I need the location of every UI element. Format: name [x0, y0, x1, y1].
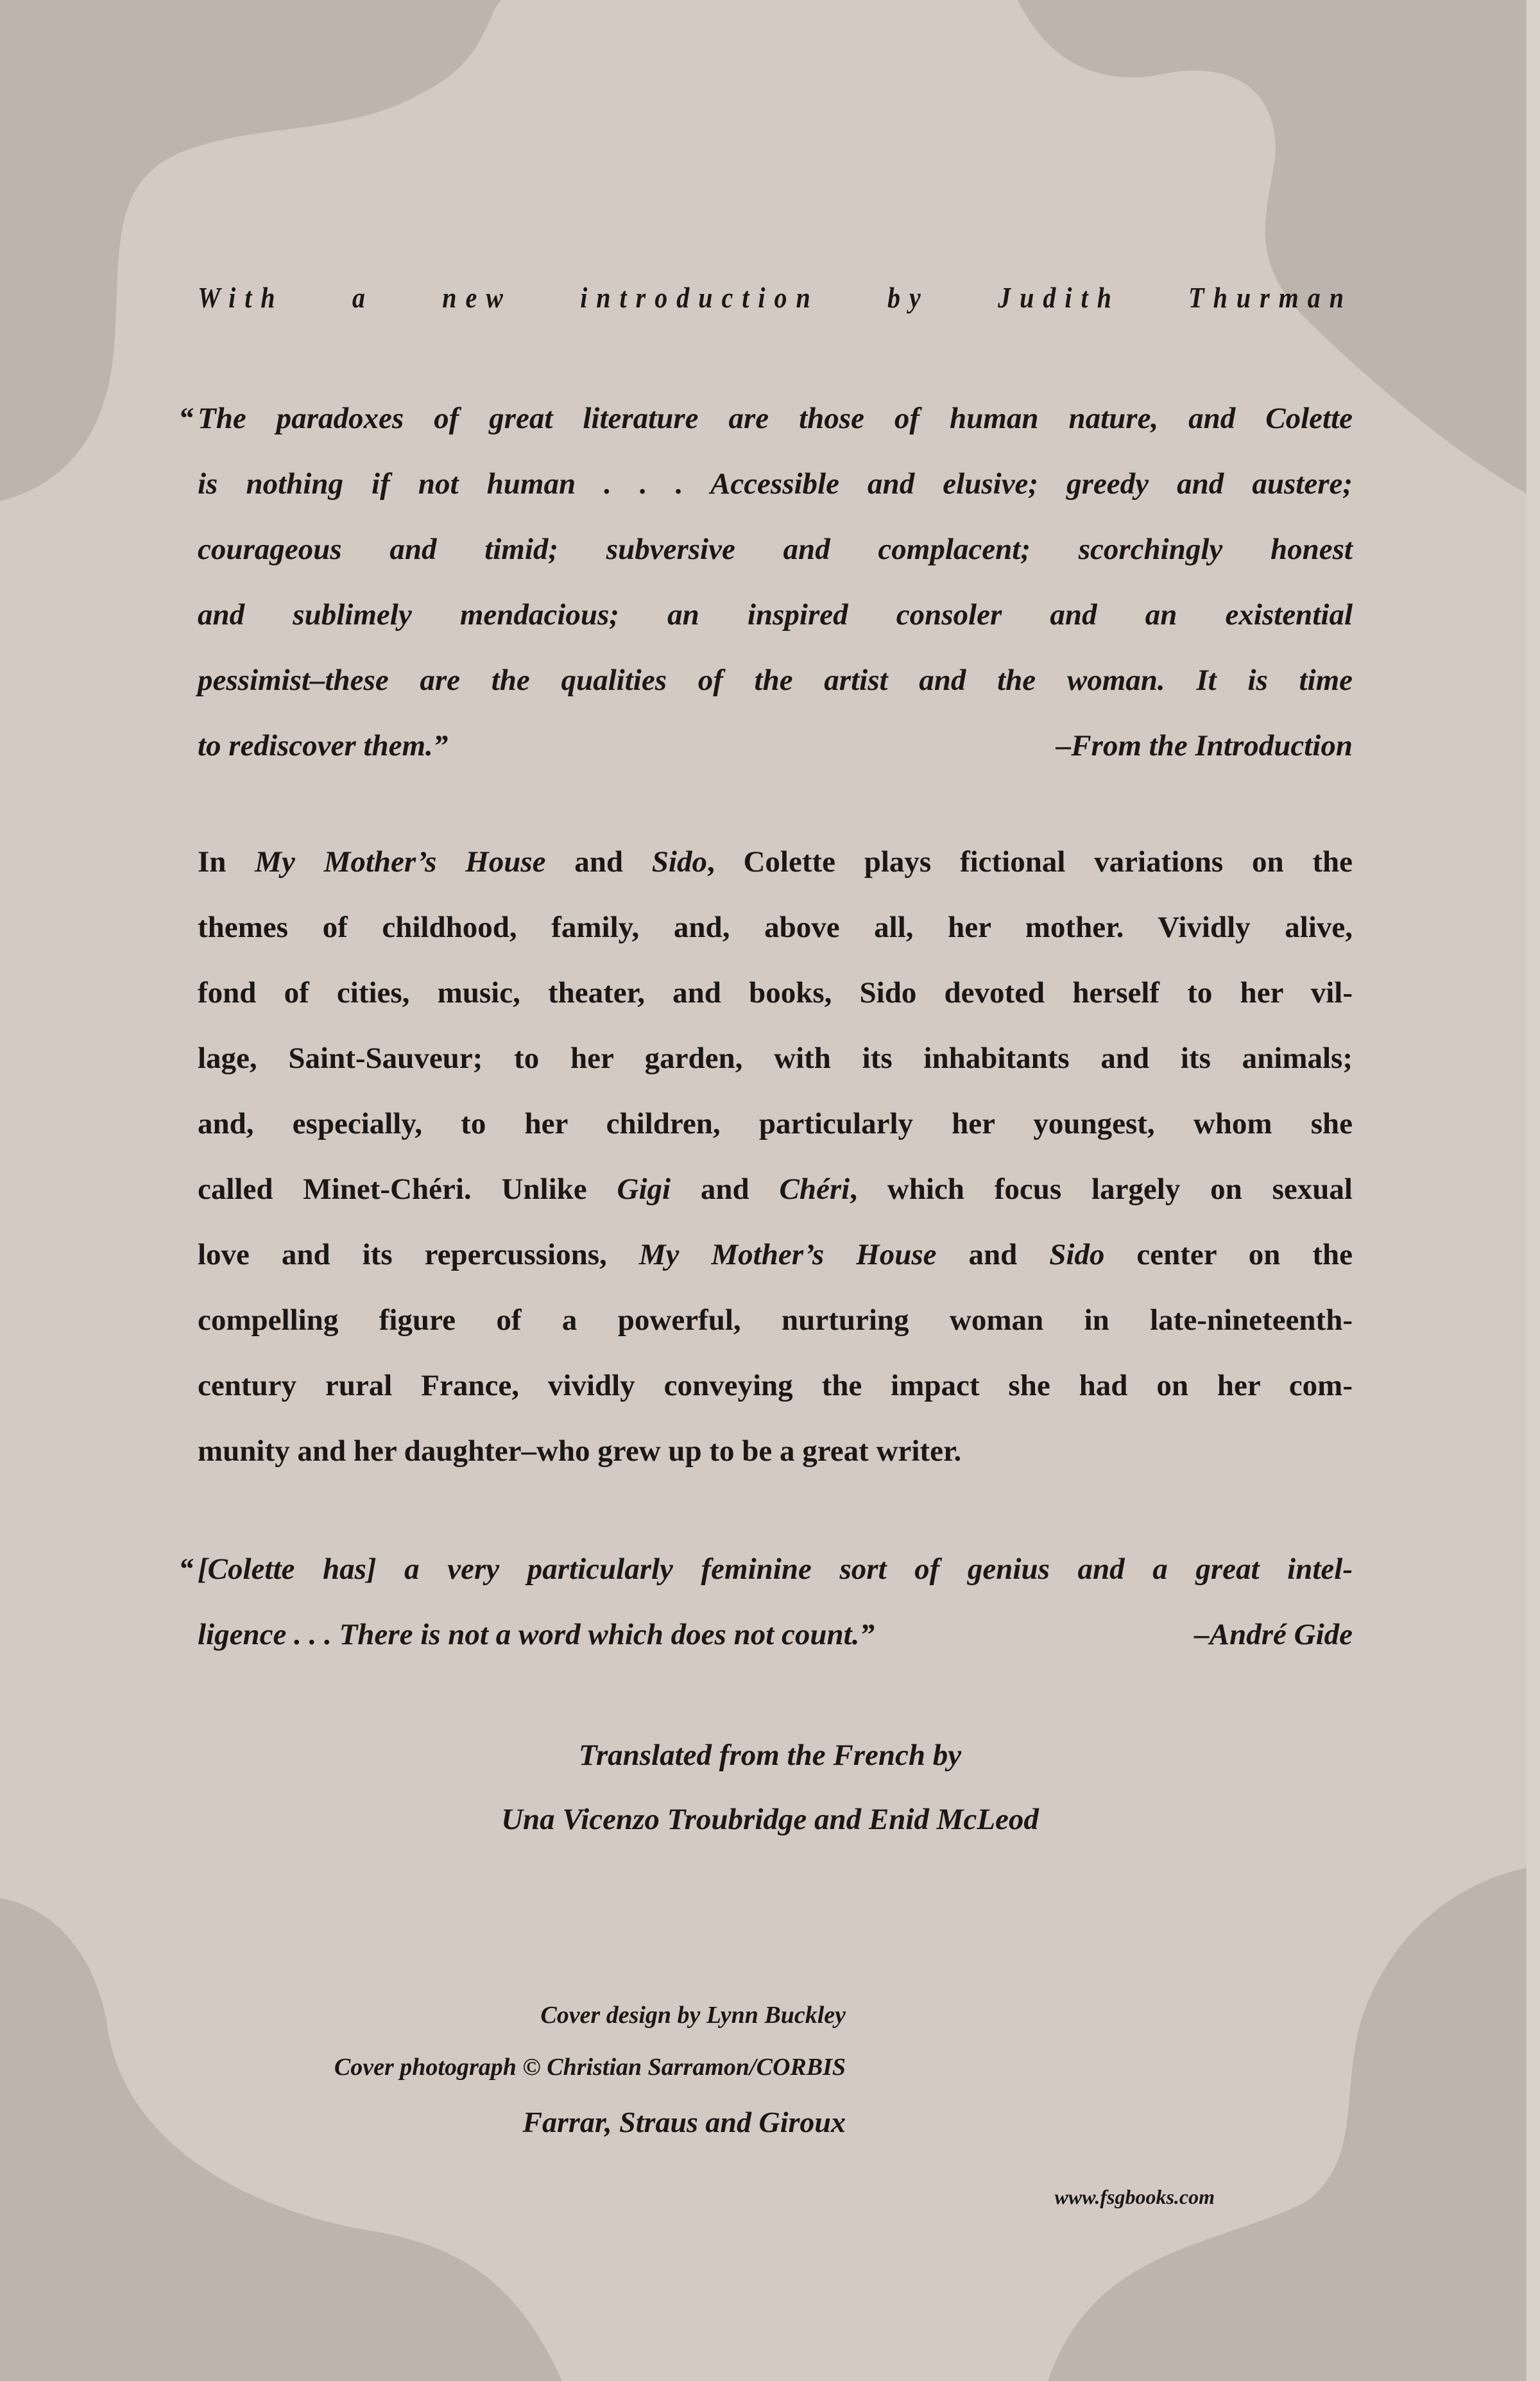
description-line	[198, 1368, 1353, 1403]
description-text: and	[936, 1238, 1050, 1271]
description-text: munity and her daughter–who grew up to be a great writer.	[198, 1434, 962, 1468]
quote-text: courageous and timid; subversive and complacent; scorchingly honest	[198, 533, 1353, 566]
book-title: My Mother’s House	[255, 845, 546, 879]
description-text: fond of cities, music, theater, and books, Sido devoted herself to her vil-	[198, 976, 1353, 1010]
quote-line	[198, 532, 1353, 567]
quote-text: to rediscover them.”	[198, 729, 449, 762]
description-line	[198, 1434, 1353, 1468]
description-text: love and its repercussions,	[198, 1238, 639, 1271]
open-quote-mark: “	[178, 402, 194, 435]
description-text: themes of childhood, family, and, above all, her mother. Vividly alive,	[198, 911, 1353, 944]
quote-text: ligence . . . There is not a word which does not count.”	[198, 1618, 875, 1651]
quote-line	[198, 663, 1353, 698]
description-line	[198, 1172, 1353, 1207]
quote-text: pessimist–these are the qualities of the artist and the woman. It is time	[198, 664, 1353, 697]
description-line	[198, 910, 1353, 945]
quote-text: and sublimely mendacious; an inspired consoler and an existential	[198, 598, 1353, 632]
translation-line-1: Translated from the French by	[578, 1739, 962, 1772]
quote-line	[198, 1617, 1353, 1652]
publisher-name: Farrar, Straus and Giroux	[522, 2106, 846, 2138]
open-quote-mark: “	[178, 1552, 194, 1586]
introduction-credit: With a new introduction by Judith Thurman	[198, 280, 1353, 314]
description-line	[198, 1303, 1353, 1337]
book-title: Sido	[1049, 1238, 1105, 1271]
quote-attribution: –André Gide	[1194, 1618, 1353, 1651]
description-text: , which focus largely on sexual	[850, 1173, 1353, 1206]
description-line	[198, 845, 1353, 879]
cover-design-credit: Cover design by Lynn Buckley	[540, 2002, 846, 2029]
quote-line	[178, 401, 1353, 436]
quote-attribution: –From the Introduction	[1056, 729, 1353, 762]
description-text: century rural France, vividly conveying the impact she had on her com-	[198, 1369, 1353, 1402]
website-link: www.fsgbooks.com	[1054, 2185, 1215, 2208]
quote-text: [Colette has] a very particularly feminine sort of genius and a great intel-	[198, 1552, 1353, 1586]
description-text: and	[671, 1173, 780, 1206]
translation-line-2: Una Vicenzo Troubridge and Enid McLeod	[501, 1803, 1039, 1836]
description-line	[198, 1106, 1353, 1141]
quote-text: The paradoxes of great literature are those of human nature, and Colette	[198, 402, 1353, 435]
description-text: center on the	[1104, 1238, 1353, 1271]
description-line	[198, 1041, 1353, 1076]
description-text: called Minet-Chéri. Unlike	[198, 1173, 617, 1206]
quote-line	[198, 728, 1353, 763]
description-text: compelling figure of a powerful, nurturing woman in late-nineteenth-	[198, 1303, 1353, 1337]
cover-photo-credit: Cover photograph © Christian Sarramon/CORBIS	[334, 2054, 846, 2081]
book-title: Chéri	[779, 1173, 850, 1206]
quote-line	[178, 1552, 1353, 1586]
quote-text: is nothing if not human . . . Accessible and elusive; greedy and austere;	[198, 467, 1353, 501]
book-title: Gigi	[617, 1173, 671, 1206]
book-title: My Mother’s House	[638, 1238, 937, 1271]
description-line	[198, 1237, 1353, 1272]
description-text: and, especially, to her children, particularly her youngest, whom she	[198, 1107, 1353, 1140]
description-line	[198, 976, 1353, 1010]
book-title: Sido	[651, 845, 707, 879]
right-edge-strip	[1527, 0, 1540, 2381]
description-text: lage, Saint-Sauveur; to her garden, with its inhabitants and its animals;	[198, 1042, 1353, 1075]
quote-line	[198, 467, 1353, 501]
description-text: and	[545, 845, 652, 879]
quote-line	[198, 597, 1353, 632]
description-text: , Colette plays fictional variations on the	[706, 845, 1353, 879]
description-text: In	[198, 845, 255, 879]
